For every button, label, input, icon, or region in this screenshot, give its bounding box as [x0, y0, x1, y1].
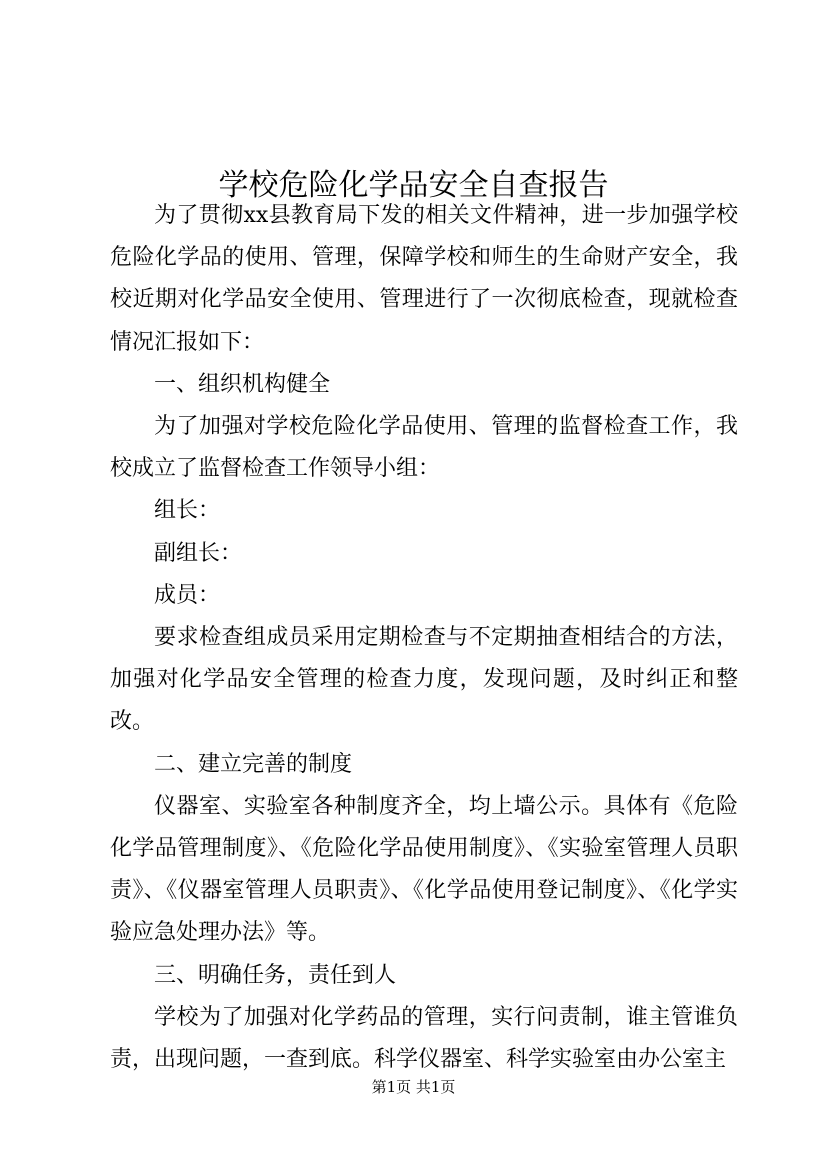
- section-heading-system: 二、建立完善的制度: [154, 751, 353, 777]
- document-title: 学校危险化学品安全自查报告: [218, 168, 609, 204]
- organization-paragraph: 为了加强对学校危险化学品使用、管理的监督检查工作，我校成立了监督检查工作领导小组：: [110, 414, 738, 482]
- section-heading-responsibility: 三、明确任务，责任到人: [154, 962, 397, 988]
- document-body: [110, 195, 738, 1081]
- inspection-requirement-paragraph: 要求检查组成员采用定期检查与不定期抽查相结合的方法，加强对化学品安全管理的检查力度，发现问题，及时纠正和整改。: [110, 625, 738, 735]
- page-footer: 第1页 共1页: [371, 1078, 456, 1096]
- deputy-leader-line: 副组长：: [154, 540, 243, 566]
- system-paragraph: 仪器室、实验室各种制度齐全，均上墙公示。具体有《危险化学品管理制度》、《危险化学品使用制度》、《实验室管理人员职责》、《仪器室管理人员职责》、《化学品使用登记制度》、《化学实验应急处理办法》等。: [110, 793, 738, 946]
- intro-paragraph: 为了贯彻xx县教育局下发的相关文件精神，进一步加强学校危险化学品的使用、管理，保障学校和师生的生命财产安全，我校近期对化学品安全使用、管理进行了一次彻底检查，现就检查情况汇报如下：: [110, 203, 738, 355]
- responsibility-paragraph: 学校为了加强对化学药品的管理，实行问责制，谁主管谁负责，出现问题，一查到底。科学仪器室、科学实验室由办公室主: [110, 1004, 738, 1073]
- members-line: 成员：: [154, 582, 221, 608]
- group-leader-line: 组长：: [154, 498, 221, 524]
- section-heading-organization: 一、组织机构健全: [154, 371, 331, 397]
